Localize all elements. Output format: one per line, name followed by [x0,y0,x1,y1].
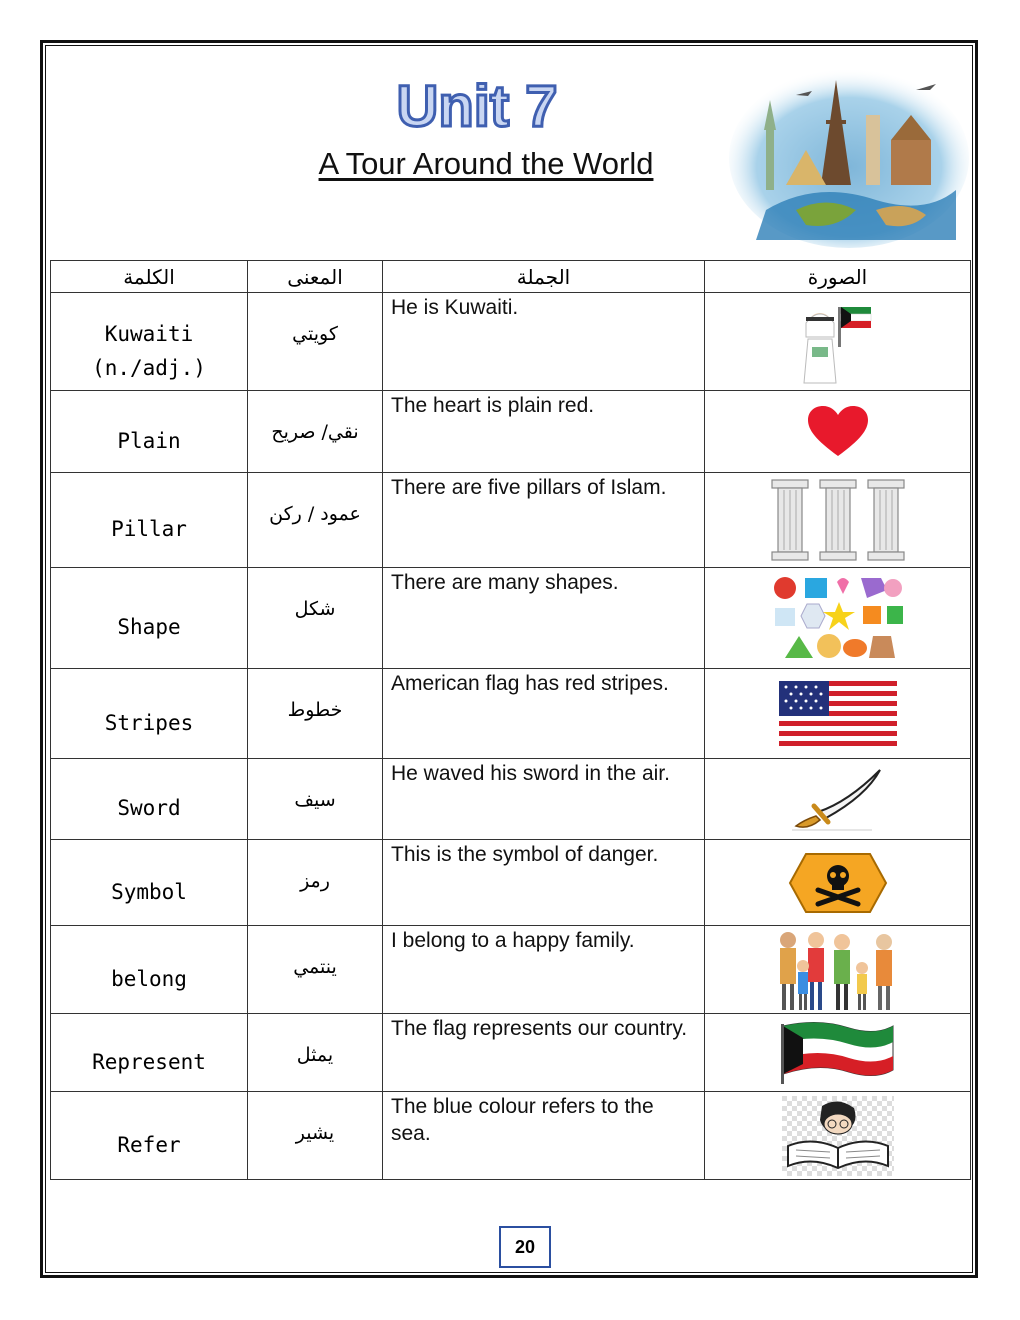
vocab-word [51,840,248,926]
page-subtitle: A Tour Around the World [318,146,654,181]
vocab-sentence: This is the symbol of danger. [383,840,705,926]
vocabulary-table [50,260,971,1180]
reading-book-icon [782,1096,894,1176]
vocab-word-text: Plain [117,428,181,453]
vocab-word [51,759,248,840]
vocab-sentence: I belong to a happy family. [383,926,705,1014]
vocab-meaning: سيف [248,759,383,840]
vocab-meaning: يشير [248,1092,383,1180]
vocab-word [51,1092,248,1180]
vocab-sentence: American flag has red stripes. [383,669,705,759]
pillars-icon [768,478,908,562]
sword-icon [788,766,888,832]
vocab-word-text: Pillar [111,517,187,541]
vocab-picture [705,840,971,926]
page-number: 20 [499,1226,551,1268]
table-row [51,293,971,391]
vocab-word [51,669,248,759]
table-row [51,391,971,473]
vocab-word [51,568,248,669]
vocab-word-text: Stripes [104,710,194,735]
table-row [51,1014,971,1092]
kuwaiti-boy-with-flag-icon [798,297,878,387]
vocab-picture [705,391,971,473]
vocab-word-text: Refer [117,1132,181,1157]
vocab-picture [705,568,971,669]
vocab-meaning: رمز [248,840,383,926]
vocab-picture [705,759,971,840]
table-row [51,840,971,926]
shapes-icon [771,574,905,662]
red-heart-icon [806,404,870,460]
column-header-picture: الصورة [705,261,971,293]
vocab-word-text: Sword [117,796,181,820]
vocab-sentence: He is Kuwaiti. [383,293,705,391]
table-header-row [51,261,971,293]
vocab-meaning: كويتي [248,293,383,391]
table-row [51,473,971,568]
vocab-word [51,926,248,1014]
vocab-word-text: Kuwaiti [104,321,194,346]
vocab-meaning: يمثل [248,1014,383,1092]
vocab-word-text: belong [111,966,187,991]
vocab-picture [705,293,971,391]
column-header-meaning: المعنى [248,261,383,293]
vocab-word-text: Symbol [111,879,187,904]
vocab-picture [705,1092,971,1180]
unit-title-text: Unit 7 [396,74,558,139]
world-landmarks-image [726,60,972,250]
column-header-word: الكلمة [51,261,248,293]
vocab-sentence: The blue colour refers to the sea. [383,1092,705,1180]
vocab-sentence: The heart is plain red. [383,391,705,473]
vocab-meaning: عمود / ركن [248,473,383,568]
table-row [51,1092,971,1180]
vocab-word [51,1014,248,1092]
column-header-sentence: الجملة [383,261,705,293]
american-flag-icon [779,681,897,747]
vocab-meaning: خطوط [248,669,383,759]
unit-title [372,72,582,142]
vocab-word-text: Represent [92,1049,206,1074]
vocab-meaning: نقي/ صريح [248,391,383,473]
table-row [51,669,971,759]
vocab-word-subtext: (n./adj.) [92,355,206,380]
vocab-sentence: He waved his sword in the air. [383,759,705,840]
vocab-sentence: There are many shapes. [383,568,705,669]
vocab-word [51,293,248,391]
family-icon [776,928,900,1012]
vocab-word [51,391,248,473]
vocab-picture [705,926,971,1014]
vocab-meaning: ينتمي [248,926,383,1014]
kuwait-flag-icon [779,1020,897,1086]
table-row [51,568,971,669]
vocab-word-text: Shape [117,615,181,639]
vocab-picture [705,473,971,568]
vocab-sentence: There are five pillars of Islam. [383,473,705,568]
vocab-word [51,473,248,568]
vocab-picture [705,1014,971,1092]
vocab-sentence: The flag represents our country. [383,1014,705,1092]
danger-symbol-icon [788,850,888,916]
vocab-picture [705,669,971,759]
vocab-meaning: شكل [248,568,383,669]
table-row [51,759,971,840]
table-row [51,926,971,1014]
